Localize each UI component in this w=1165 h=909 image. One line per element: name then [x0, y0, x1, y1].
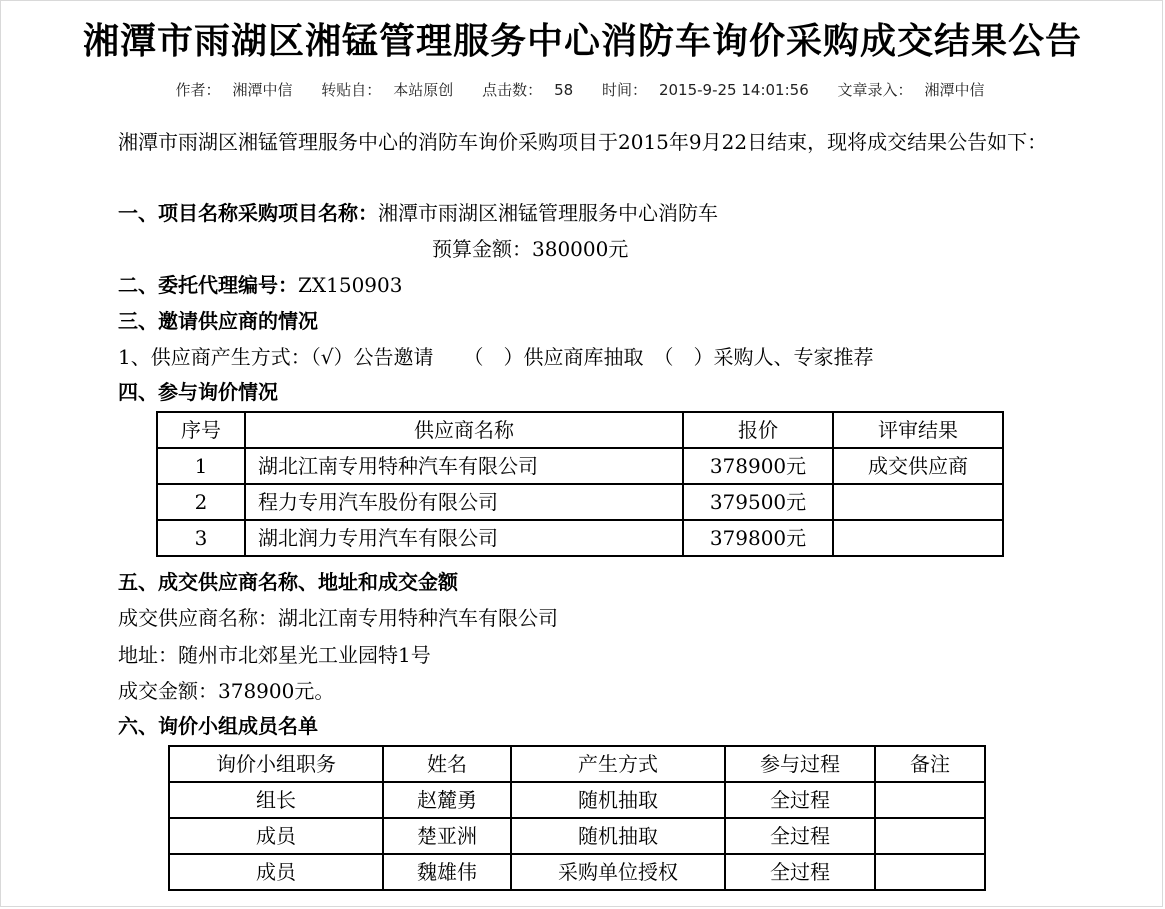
column-header: 询价小组职务	[169, 746, 383, 782]
time-field	[596, 81, 815, 99]
column-header: 姓名	[383, 746, 511, 782]
article-meta	[0, 80, 1160, 100]
editor-field	[832, 81, 991, 99]
section-1-heading: 一、项目名称采购项目名称：	[118, 201, 378, 225]
table-cell: 程力专用汽车股份有限公司	[245, 484, 683, 520]
section-6-heading: 六、询价小组成员名单	[118, 714, 318, 738]
table-cell	[833, 484, 1003, 520]
deal-amount: 成交金额：378900元。	[118, 679, 335, 703]
time-label: 时间：	[601, 81, 647, 99]
column-header: 参与过程	[725, 746, 875, 782]
table-row	[169, 818, 985, 854]
column-header: 评审结果	[833, 412, 1003, 448]
clicks-field	[476, 81, 579, 99]
column-header: 产生方式	[511, 746, 725, 782]
section-2-line	[118, 271, 402, 299]
table-cell: 赵麓勇	[383, 782, 511, 818]
agency-code: ZX150903	[298, 273, 403, 297]
table-cell: 湖北江南专用特种汽车有限公司	[245, 448, 683, 484]
project-name: 湘潭市雨湖区湘锰管理服务中心消防车	[378, 201, 718, 225]
table-cell: 成交供应商	[833, 448, 1003, 484]
editor-value: 湘潭中信	[924, 81, 985, 99]
table-row	[157, 484, 1003, 520]
source-field	[315, 81, 459, 99]
table-cell: 全过程	[725, 782, 875, 818]
clicks-value: 58	[554, 81, 574, 99]
quotation-table	[156, 411, 1004, 557]
clicks-label: 点击数：	[482, 81, 543, 99]
table-cell: 2	[157, 484, 245, 520]
table-cell	[875, 854, 985, 890]
author-label: 作者：	[175, 81, 221, 99]
source-value: 本站原创	[393, 81, 454, 99]
table-cell: 全过程	[725, 854, 875, 890]
budget-amount: 预算金额：380000元	[432, 237, 629, 261]
panel-members-table	[168, 745, 986, 891]
page-title: 湘潭市雨湖区湘锰管理服务中心消防车询价采购成交结果公告	[82, 21, 1082, 62]
supplier-address: 地址：随州市北郊星光工业园特1号	[118, 643, 431, 667]
column-header: 报价	[683, 412, 833, 448]
table-cell: 采购单位授权	[511, 854, 725, 890]
table-cell: 378900元	[683, 448, 833, 484]
table-cell: 379500元	[683, 484, 833, 520]
table-cell: 魏雄伟	[383, 854, 511, 890]
column-header: 备注	[875, 746, 985, 782]
table-row	[169, 854, 985, 890]
section-2-heading: 二、委托代理编号：	[118, 273, 298, 297]
author-value: 湘潭中信	[232, 81, 293, 99]
table-cell	[875, 818, 985, 854]
table-cell: 1	[157, 448, 245, 484]
table-cell: 全过程	[725, 818, 875, 854]
supplier-method: 1、供应商产生方式：（√）公告邀请 （ ）供应商库抽取 （ ）采购人、专家推荐	[118, 345, 874, 369]
table-cell: 组长	[169, 782, 383, 818]
table-cell: 成员	[169, 854, 383, 890]
table-cell: 379800元	[683, 520, 833, 556]
section-1-line	[118, 199, 718, 227]
table-row	[169, 782, 985, 818]
table-cell	[875, 782, 985, 818]
table-cell: 随机抽取	[511, 782, 725, 818]
section-4-heading: 四、参与询价情况	[118, 380, 278, 404]
winning-supplier: 成交供应商名称：湖北江南专用特种汽车有限公司	[118, 606, 558, 630]
source-label: 转贴自：	[321, 81, 382, 99]
author-field	[169, 81, 298, 99]
time-value: 2015-9-25 14:01:56	[658, 81, 809, 99]
intro-paragraph: 湘潭市雨湖区湘锰管理服务中心的消防车询价采购项目于2015年9月22日结束，现将成交结果公告如下：	[118, 130, 1048, 154]
table-cell: 随机抽取	[511, 818, 725, 854]
table-cell	[833, 520, 1003, 556]
section-5-heading: 五、成交供应商名称、地址和成交金额	[118, 570, 458, 594]
editor-label: 文章录入：	[837, 81, 913, 99]
table-cell: 湖北润力专用汽车有限公司	[245, 520, 683, 556]
table-cell: 楚亚洲	[383, 818, 511, 854]
table-cell: 成员	[169, 818, 383, 854]
table-row	[157, 448, 1003, 484]
table-header-row	[157, 412, 1003, 448]
column-header: 供应商名称	[245, 412, 683, 448]
column-header: 序号	[157, 412, 245, 448]
table-cell: 3	[157, 520, 245, 556]
table-header-row	[169, 746, 985, 782]
section-3-heading: 三、邀请供应商的情况	[118, 309, 318, 333]
table-row	[157, 520, 1003, 556]
